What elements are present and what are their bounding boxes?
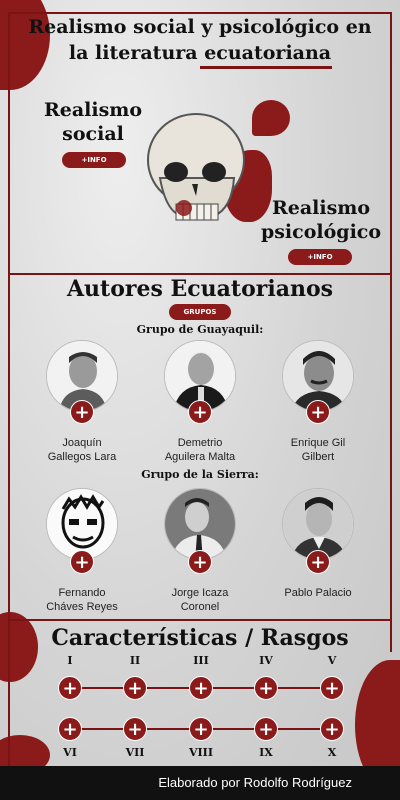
numeral-10: X — [327, 746, 337, 759]
author-joaquin-line2: Gallegos Lara — [47, 451, 117, 463]
numeral-3: III — [193, 654, 209, 667]
author-jorge-line2: Coronel — [180, 601, 220, 613]
numeral-6: VI — [63, 746, 77, 759]
numeral-2: II — [129, 654, 141, 667]
numeral-7: VII — [125, 746, 145, 759]
realismo-social-line2: social — [62, 123, 124, 145]
plus-icon-feature-1[interactable]: + — [58, 676, 82, 700]
author-jorge-icaza — [145, 586, 255, 614]
numeral-9: IX — [259, 746, 273, 759]
author-enrique-gil — [263, 436, 373, 464]
author-joaquin-gallegos — [27, 436, 137, 464]
page-title — [0, 14, 400, 66]
realismo-social-heading — [38, 98, 148, 146]
author-pablo-palacio — [263, 586, 373, 600]
author-fernando-chaves — [27, 586, 137, 614]
plus-icon-feature-3[interactable]: + — [189, 676, 213, 700]
authors-title: Autores Ecuatorianos — [66, 276, 334, 302]
author-enrique-line2: Gilbert — [301, 451, 335, 463]
plus-icon-feature-9[interactable]: + — [254, 717, 278, 741]
features-divider — [8, 619, 392, 621]
groups-button[interactable]: GRUPOS — [169, 304, 231, 320]
realismo-psicologico-heading — [256, 196, 386, 244]
social-info-button[interactable]: +INFO — [62, 152, 126, 168]
plus-icon-joaquin[interactable]: + — [70, 400, 94, 424]
sierra-group-title: Grupo de la Sierra: — [141, 468, 259, 481]
numeral-1: I — [67, 654, 73, 667]
plus-icon-feature-7[interactable]: + — [123, 717, 147, 741]
plus-icon-jorge[interactable]: + — [188, 550, 212, 574]
plus-icon-fernando[interactable]: + — [70, 550, 94, 574]
realismo-psicologico-line1: Realismo — [271, 197, 371, 219]
plus-icon-feature-2[interactable]: + — [123, 676, 147, 700]
realismo-social-line1: Realismo — [43, 99, 143, 121]
author-demetrio-line1: Demetrio — [177, 437, 223, 449]
author-pablo-line1: Pablo Palacio — [284, 587, 352, 599]
skull-icon — [136, 108, 258, 238]
author-fernando-line2: Cháves Reyes — [46, 601, 118, 613]
author-demetrio-aguilera — [145, 436, 255, 464]
frame-line-left — [8, 12, 10, 772]
guayaquil-group-title: Grupo de Guayaquil: — [136, 323, 264, 336]
plus-icon-feature-5[interactable]: + — [320, 676, 344, 700]
plus-icon-pablo[interactable]: + — [306, 550, 330, 574]
author-joaquin-line1: Joaquín — [62, 437, 102, 449]
psico-info-button[interactable]: +INFO — [288, 249, 352, 265]
plus-icon-demetrio[interactable]: + — [188, 400, 212, 424]
author-jorge-line1: Jorge Icaza — [171, 587, 229, 599]
plus-icon-feature-8[interactable]: + — [189, 717, 213, 741]
footer-credit: Elaborado por Rodolfo Rodríguez — [0, 766, 400, 800]
plus-icon-feature-4[interactable]: + — [254, 676, 278, 700]
page-title-line1: Realismo social y psicológico en — [28, 16, 372, 38]
realismo-psicologico-line2: psicológico — [260, 221, 382, 243]
numeral-5: V — [327, 654, 337, 667]
page-title-line2: la literatura ecuatoriana — [68, 42, 332, 64]
numeral-8: VIII — [189, 746, 213, 759]
title-underline — [200, 66, 332, 69]
features-title: Características / Rasgos — [51, 625, 349, 651]
author-fernando-line1: Fernando — [58, 587, 106, 599]
author-demetrio-line2: Aguilera Malta — [164, 451, 236, 463]
author-enrique-line1: Enrique Gil — [290, 437, 346, 449]
plus-icon-feature-6[interactable]: + — [58, 717, 82, 741]
numeral-4: IV — [259, 654, 273, 667]
plus-icon-enrique[interactable]: + — [306, 400, 330, 424]
plus-icon-feature-10[interactable]: + — [320, 717, 344, 741]
